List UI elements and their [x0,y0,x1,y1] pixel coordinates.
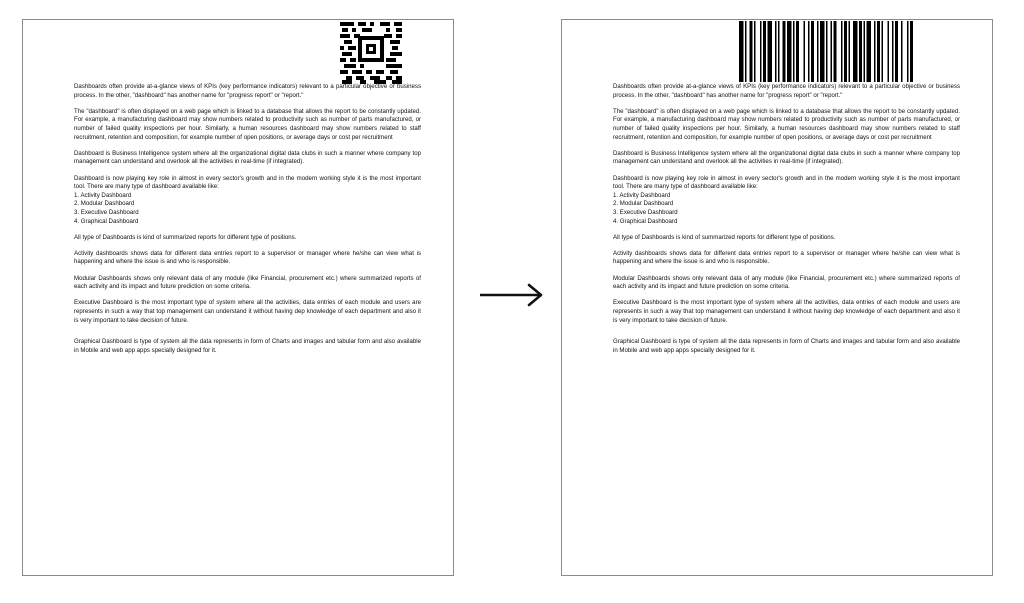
paragraph: All type of Dashboards is kind of summarized reports for different type of positions. [74,233,297,241]
paragraph: Modular Dashboards shows only relevant data of any module (like Financial, procurement etc.) where summarized reports of each activity and its impact and future prediction on some criteria. [74,274,421,291]
list-item: 3. Executive Dashboard [613,208,678,216]
list-item: 4. Graphical Dashboard [613,217,678,225]
qr-code-icon [340,22,402,84]
paragraph: All type of Dashboards is kind of summarized reports for different type of positions. [613,233,836,241]
document-text [613,83,960,363]
paragraph: Executive Dashboard is the most important type of system where all the activities, data entries of each module and users are represents in such a way that top management can understand it without having dep knowledge of each department and also it is very important to take decision of future. [74,299,421,324]
barcode-icon [739,21,946,82]
list-item: 2. Modular Dashboard [613,200,674,208]
dashboard-type-list [74,192,421,226]
paragraph: Graphical Dashboard is type of system all the data represents in form of Charts and images and tabular form and also available in Mobile and web app apps specially designed for it. [613,338,960,354]
paragraph: Activity dashboards shows data for different data entries report to a supervisor or manager where he/she can view what is happening and where the issue is and who is responsible. [613,249,960,266]
document-text [74,83,421,363]
paragraph: Dashboards often provide at-a-glance views of KPIs (key performance indicators) relevant to a particular objective or business process. In the other, "dashboard" has another name for "progress report" or "report." [613,83,960,99]
paragraph: Dashboards often provide at-a-glance views of KPIs (key performance indicators) relevant to a particular objective or business process. In the other, "dashboard" has another name for "progress report" or "report." [74,83,421,99]
list-item: 3. Executive Dashboard [74,208,139,216]
list-item: 4. Graphical Dashboard [74,217,139,225]
document-page-right [561,19,993,576]
paragraph: Dashboard is now playing key role in almost in every sector's growth and in the modern working style it is the most important tool. There are many type of dashboard available like: [74,174,421,191]
paragraph: Dashboard is Business Intelligence system where all the organizational digital data clubs in such a manner where company top management can understand and overlook all the activities in real-time (if integrated). [613,149,960,166]
paragraph: Dashboard is now playing key role in almost in every sector's growth and in the modern working style it is the most important tool. There are many type of dashboard available like: [613,174,960,191]
list-item: 2. Modular Dashboard [74,200,135,208]
paragraph: Activity dashboards shows data for different data entries report to a supervisor or manager where he/she can view what is happening and where the issue is and who is responsible. [74,249,421,266]
list-item: 1. Activity Dashboard [74,191,132,199]
paragraph: Executive Dashboard is the most important type of system where all the activities, data entries of each module and users are represents in such a way that top management can understand it without having dep knowledge of each department and also it is very important to take decision of future. [613,299,960,324]
paragraph: The "dashboard" is often displayed on a web page which is linked to a database that allows the report to be constantly updated. For example, a manufacturing dashboard may show numbers related to productivity such as number of parts manufactured, or number of failed quality inspections per hour. Similarly, a human resources dashboard may show numbers related to staff recruitment, retention and composition, for example number of open positions, or average days or cost per recruitment [74,107,421,141]
dashboard-type-list [613,192,960,226]
list-item: 1. Activity Dashboard [613,191,671,199]
paragraph: The "dashboard" is often displayed on a web page which is linked to a database that allows the report to be constantly updated. For example, a manufacturing dashboard may show numbers related to productivity such as number of parts manufactured, or number of failed quality inspections per hour. Similarly, a human resources dashboard may show numbers related to staff recruitment, retention and composition, for example number of open positions, or average days or cost per recruitment [613,107,960,141]
right-arrow-icon [480,283,544,307]
paragraph: Dashboard is Business Intelligence system where all the organizational digital data clubs in such a manner where company top management can understand and overlook all the activities in real-time (if integrated). [74,149,421,166]
document-page-left [22,19,454,576]
paragraph: Graphical Dashboard is type of system all the data represents in form of Charts and images and tabular form and also available in Mobile and web app apps specially designed for it. [74,338,421,354]
paragraph: Modular Dashboards shows only relevant data of any module (like Financial, procurement etc.) where summarized reports of each activity and its impact and future prediction on some criteria. [613,274,960,291]
